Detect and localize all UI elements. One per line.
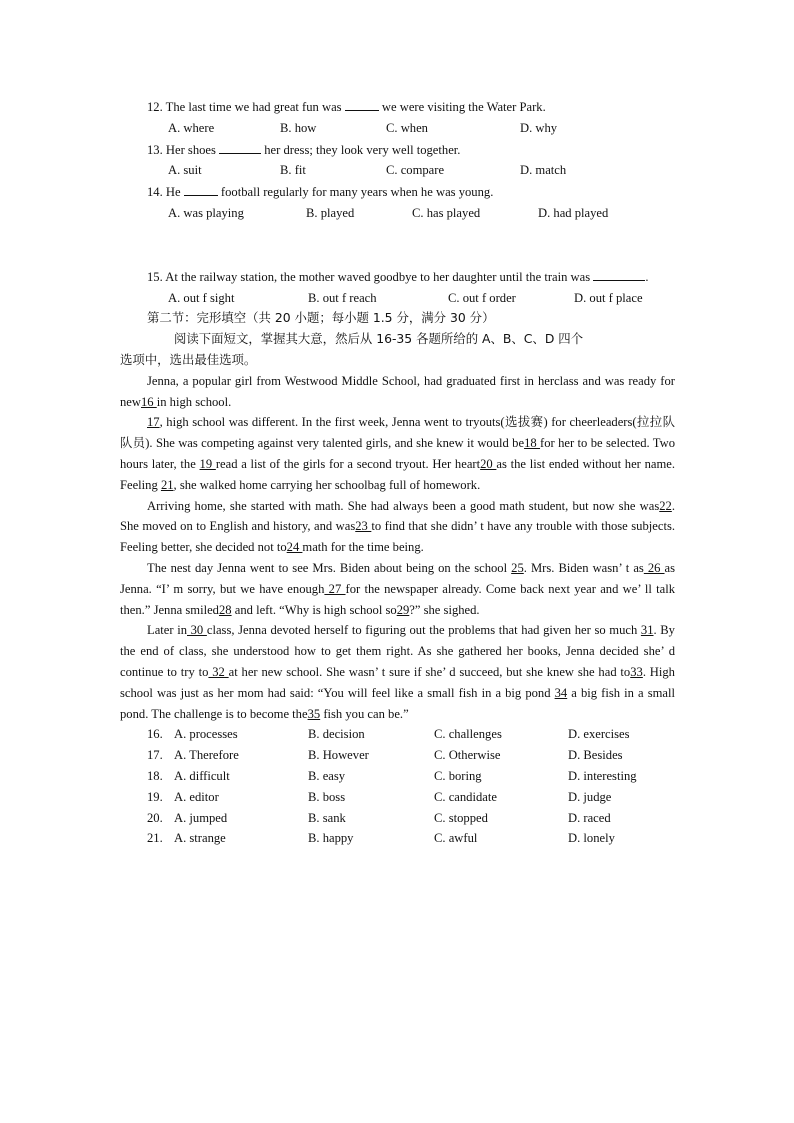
option-a: A. processes — [174, 727, 238, 742]
exam-page — [120, 96, 675, 849]
question-15 — [120, 266, 675, 288]
passage-paragraph-1 — [120, 371, 675, 413]
option-d: D. raced — [568, 810, 611, 825]
passage-text: in high school. — [156, 394, 232, 409]
passage-text: and left. “Why is high school so — [234, 602, 397, 617]
cloze-blank-17: 17 — [147, 415, 160, 430]
passage-text: ) for cheerleaders( — [543, 415, 637, 430]
passage-text: at her new school. She wasn’ t sure if she’ d succeed, but she knew she had to — [228, 664, 631, 679]
option-c: C. awful — [434, 831, 478, 846]
question-15-options — [120, 288, 675, 309]
cloze-blank-25: 25 — [511, 560, 524, 575]
option-b: B. boss — [308, 789, 346, 804]
option-c: C. candidate — [434, 789, 497, 804]
cloze-blank-22: 22 — [659, 498, 672, 513]
section-instruction: 选项中，选出最佳选项。 — [120, 351, 257, 367]
option-c: C. when — [386, 120, 428, 135]
question-13-options — [120, 160, 675, 181]
question-text: He — [165, 185, 181, 200]
option-d: D. judge — [568, 789, 612, 804]
option-a: A. editor — [174, 789, 219, 804]
chinese-gloss: 选拔赛 — [504, 414, 544, 430]
cloze-option-row — [120, 766, 675, 787]
question-12 — [120, 96, 675, 118]
passage-paragraph-5 — [120, 620, 675, 724]
passage-paragraph-2 — [120, 412, 675, 495]
passage-text: The nest day Jenna went to see Mrs. Biden about being on the school — [147, 560, 508, 575]
passage-paragraph-3 — [120, 496, 675, 558]
passage-text: , high school was different. In the first week, Jenna went to tryouts( — [159, 415, 505, 430]
option-d: D. had played — [538, 205, 609, 220]
option-a: A. strange — [174, 831, 226, 846]
answer-blank — [219, 139, 261, 154]
passage-text: . She moved on to English and history, and was — [120, 498, 675, 534]
passage-text: Later in — [147, 623, 187, 638]
option-a: A. suit — [168, 163, 202, 178]
question-text: we were visiting the Water Park. — [381, 100, 546, 114]
option-c: C. out f order — [448, 290, 516, 305]
cloze-blank-24: 24 — [286, 540, 303, 555]
passage-text: . By the end of class, she understood how to get them right. As she gathered her books, Jenna decided she’ d continue to try to — [120, 623, 675, 679]
cloze-blank-31: 31 — [640, 623, 654, 638]
question-text: her dress; they look very well together. — [264, 142, 461, 157]
passage-text: , she walked home carrying her schoolbag full of homework. — [173, 477, 481, 492]
passage-text: as the list ended without her name. Feeling — [120, 456, 676, 492]
passage-text: class, Jenna devoted herself to figuring out the problems that had given her so much — [206, 623, 638, 638]
option-b: B. played — [306, 205, 355, 220]
option-number: 17. — [147, 748, 163, 763]
option-c: C. compare — [386, 163, 445, 178]
option-b: B. sank — [308, 810, 346, 825]
cloze-option-row — [120, 724, 675, 745]
question-number: 15. — [147, 269, 163, 284]
passage-text: for her to be selected. Two hours later, the — [120, 436, 675, 471]
option-c: C. boring — [434, 768, 482, 783]
cloze-blank-26: 26 — [643, 560, 665, 575]
passage-text: Arriving home, she started with math. She had always been a good math student, but now she was — [147, 498, 660, 513]
cloze-options — [120, 724, 675, 849]
passage-text: . Mrs. Biden wasn’ t as — [523, 560, 644, 575]
option-d: D. lonely — [568, 831, 615, 846]
question-number: 13. — [147, 142, 163, 157]
passage-text: ). She was competing against very talented girls, and she knew it would be — [145, 436, 525, 451]
option-d: D. exercises — [568, 727, 630, 742]
option-number: 21. — [147, 831, 163, 846]
question-14-options — [120, 203, 675, 224]
passage-text: ?” she sighed. — [409, 602, 480, 617]
question-text: . — [645, 269, 649, 284]
option-a: A. where — [168, 120, 215, 135]
option-d: D. match — [520, 163, 567, 178]
question-number: 12. — [147, 100, 163, 114]
option-number: 18. — [147, 768, 163, 783]
question-text: Her shoes — [165, 142, 216, 157]
cloze-blank-20: 20 — [480, 456, 497, 471]
cloze-blank-34: 34 — [554, 685, 568, 700]
option-a: A. out f sight — [168, 290, 235, 305]
option-number: 16. — [147, 727, 163, 742]
option-c: C. has played — [412, 205, 481, 220]
cloze-blank-28: 28 — [218, 602, 232, 617]
passage-text: a big fish in a small pond. The challenge is to become the — [120, 685, 675, 721]
option-d: D. why — [520, 120, 558, 135]
cloze-blank-30: 30 — [187, 623, 207, 638]
question-13 — [120, 139, 675, 161]
question-text: At the railway station, the mother waved goodbye to her daughter until the train was — [165, 269, 591, 284]
option-a: A. difficult — [174, 768, 230, 783]
cloze-blank-33: 33 — [630, 664, 643, 679]
option-d: D. Besides — [568, 748, 623, 763]
question-14 — [120, 181, 675, 203]
cloze-option-row — [120, 745, 675, 766]
option-c: C. Otherwise — [434, 748, 501, 763]
passage-text: to find that she didn’ t have any trouble with those subjects. Feeling better, she decided not to — [120, 519, 675, 555]
option-b: B. decision — [308, 727, 365, 742]
option-b: B. out f reach — [308, 290, 377, 305]
cloze-option-row — [120, 787, 675, 808]
question-text: football regularly for many years when he was young. — [220, 185, 494, 200]
chinese-gloss: 拉拉队队员 — [120, 414, 676, 451]
cloze-option-row — [120, 828, 675, 849]
cloze-option-row — [120, 808, 675, 829]
option-c: C. stopped — [434, 810, 488, 825]
answer-blank — [345, 96, 379, 111]
option-a: A. was playing — [168, 205, 244, 220]
question-number: 14. — [147, 185, 163, 200]
option-d: D. out f place — [574, 290, 643, 305]
option-c: C. challenges — [434, 727, 502, 742]
option-d: D. interesting — [568, 768, 637, 783]
section-heading: 第二节：完形填空（共 20 小题；每小题 1.5 分，满分 30 分） — [147, 310, 495, 326]
cloze-blank-29: 29 — [396, 602, 410, 617]
passage-text: as Jenna. “I’ m sorry, but we have enough — [120, 560, 676, 596]
option-number: 19. — [147, 789, 163, 804]
cloze-blank-23: 23 — [355, 519, 372, 534]
passage-text: fish you can be.” — [323, 706, 409, 721]
option-b: B. easy — [308, 768, 346, 783]
cloze-blank-32: 32 — [208, 664, 229, 679]
option-b: B. fit — [280, 163, 306, 178]
passage-text: read a list of the girls for a second tryout. Her heart — [215, 456, 481, 471]
cloze-blank-18: 18 — [524, 436, 541, 451]
cloze-blank-35: 35 — [307, 706, 321, 721]
passage-text: . High school was just as her mom had said: “You will feel like a small fish in a big pond — [120, 664, 675, 700]
answer-blank — [593, 266, 645, 281]
answer-blank — [184, 181, 218, 196]
question-text: The last time we had great fun was — [165, 100, 342, 114]
passage-text: Jenna, a popular girl from Westwood Middle School, had graduated first in herclass and was ready for new — [120, 373, 675, 409]
passage-text: math for the time being. — [302, 540, 424, 555]
cloze-blank-21: 21 — [160, 477, 174, 492]
cloze-blank-16: 16 — [140, 394, 157, 409]
passage-paragraph-4 — [120, 558, 675, 620]
option-a: A. jumped — [174, 810, 228, 825]
option-b: B. However — [308, 748, 369, 763]
question-12-options — [120, 118, 675, 139]
option-number: 20. — [147, 810, 163, 825]
option-b: B. how — [280, 120, 317, 135]
option-b: B. happy — [308, 831, 354, 846]
option-a: A. Therefore — [174, 748, 239, 763]
passage-text: for the newspaper already. Come back next year and we’ ll talk then.” Jenna smiled — [120, 581, 676, 617]
section-instruction: 阅读下面短文，掌握其大意，然后从 16-35 各题所给的 A、B、C、D 四个 — [174, 331, 584, 347]
cloze-blank-19: 19 — [199, 456, 216, 471]
cloze-blank-27: 27 — [324, 581, 346, 596]
